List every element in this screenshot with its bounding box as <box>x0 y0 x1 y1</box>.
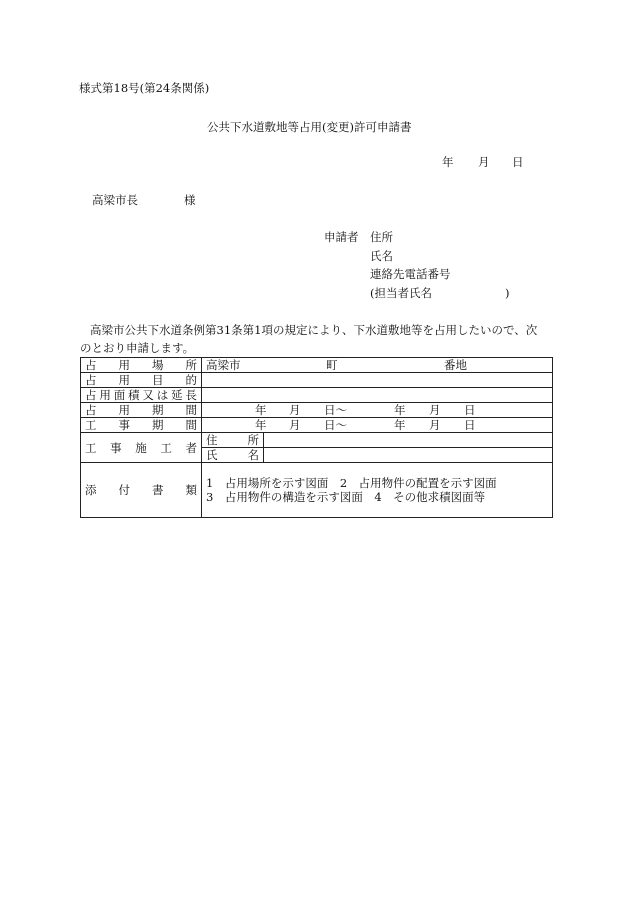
document-title: 公共下水道敷地等占用(変更)許可申請書 <box>207 120 412 134</box>
contractor-address-label-cell <box>202 433 264 448</box>
occupancy-from-day: 日〜 <box>324 403 347 417</box>
attachments-value-cell <box>202 463 553 518</box>
place-value-cell[interactable] <box>202 358 553 373</box>
place-lot: 番地 <box>444 358 467 372</box>
area-value-cell[interactable] <box>202 388 553 403</box>
body-text-line1: 高梁市公共下水道条例第31条第1項の規定により、下水道敷地等を占用したいので、次 <box>90 323 538 337</box>
table-row <box>81 373 553 388</box>
contractor-address-value-cell[interactable] <box>264 433 553 448</box>
contact-person-close: ) <box>505 286 510 300</box>
contractor-name-label: 氏 名 <box>206 448 259 462</box>
place-label-cell <box>81 358 202 373</box>
contractor-address-label: 住 所 <box>206 433 259 447</box>
occupancy-from-year: 年 <box>255 403 267 417</box>
body-text-line2: のとおり申請します。 <box>80 341 195 355</box>
attachment-line1: 1 占用場所を示す図面 2 占用物件の配置を示す図面 <box>206 476 497 490</box>
occupancy-from-month: 月 <box>289 403 301 417</box>
purpose-label-cell <box>81 373 202 388</box>
occupancy-to-month: 月 <box>429 403 441 417</box>
occupancy-period-label-cell <box>81 403 202 418</box>
construction-to-year: 年 <box>394 418 406 432</box>
occupancy-to-year: 年 <box>394 403 406 417</box>
construction-to-day: 日 <box>464 418 476 432</box>
applicant-address-label: 住所 <box>370 230 393 244</box>
table-row <box>81 358 553 373</box>
place-label: 占 用 場 所 <box>85 358 197 372</box>
attachments-label-cell <box>81 463 202 518</box>
occupancy-to-day: 日 <box>464 403 476 417</box>
purpose-label: 占 用 目 的 <box>85 373 197 387</box>
table-row <box>81 463 553 518</box>
construction-period-value-cell[interactable] <box>202 418 553 433</box>
contractor-label: 工 事 施 工 者 <box>85 440 197 455</box>
addressee-name: 高梁市長 <box>92 193 138 207</box>
date-day: 日 <box>512 155 524 169</box>
place-city: 高梁市 <box>206 358 241 372</box>
form-number: 様式第18号(第24条関係) <box>79 81 210 95</box>
applicant-phone-label: 連絡先電話番号 <box>370 267 451 281</box>
table-row <box>81 403 553 418</box>
attachments-label: 添 付 書 類 <box>85 483 197 497</box>
application-form-table <box>80 357 553 518</box>
construction-period-label-cell <box>81 418 202 433</box>
table-row <box>81 418 553 433</box>
table-row <box>81 388 553 403</box>
purpose-value-cell[interactable] <box>202 373 553 388</box>
date-year: 年 <box>442 155 454 169</box>
table-row <box>81 433 553 448</box>
applicant-name-label: 氏名 <box>370 249 393 263</box>
construction-from-day: 日〜 <box>324 418 347 432</box>
construction-from-year: 年 <box>255 418 267 432</box>
place-town: 町 <box>326 358 338 372</box>
contractor-name-label-cell <box>202 448 264 463</box>
occupancy-period-value-cell[interactable] <box>202 403 553 418</box>
addressee-honorific: 様 <box>184 193 196 207</box>
occupancy-period-label: 占 用 期 間 <box>85 403 197 417</box>
contractor-name-value-cell[interactable] <box>264 448 553 463</box>
contractor-label-cell <box>81 433 202 463</box>
contact-person-open: (担当者氏名 <box>370 286 432 300</box>
attachment-line2: 3 占用物件の構造を示す図面 4 その他求積図面等 <box>206 490 486 504</box>
applicant-label: 申請者 <box>324 230 359 244</box>
area-label: 占 用 面 積 又 は 延 長 <box>85 388 197 402</box>
construction-from-month: 月 <box>289 418 301 432</box>
area-label-cell <box>81 388 202 403</box>
construction-to-month: 月 <box>429 418 441 432</box>
date-month: 月 <box>478 155 490 169</box>
construction-period-label: 工 事 期 間 <box>85 418 197 432</box>
